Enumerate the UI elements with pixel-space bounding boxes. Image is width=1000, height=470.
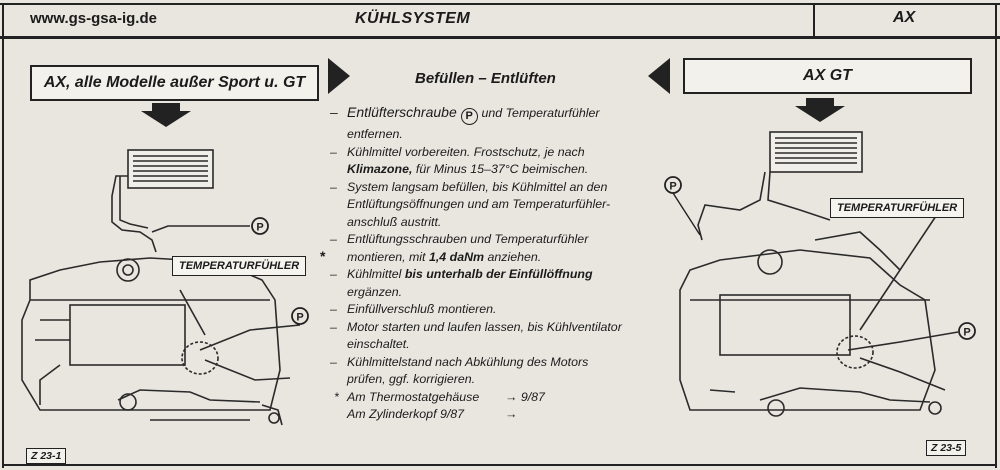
step-4: – Entlüftungsschrauben und Temperaturfühler montieren, mit 1,4 daNm anziehen. [330,232,589,264]
left-temperature-sensor-label: TEMPERATURFÜHLER [172,256,306,276]
right-down-arrow-icon [795,98,845,122]
left-p2-text: P [296,311,304,324]
right-p2-text: P [963,326,971,339]
page-title: KÜHLSYSTEM [355,10,471,27]
step-2: – Kühlmittel vorbereiten. Frostschutz, je nach Klimazone, für Minus 15–37°C beimischen. [330,144,589,177]
step-5: – Kühlmittel bis unterhalb der Einfüllöffnung ergänzen. [330,267,593,299]
model-code: AX [893,9,916,26]
step-6: – Einfüllverschluß montieren. [330,302,497,317]
step-1: – Entlüfterschraube P und Temperaturfühler entfernen. [330,104,600,142]
left-engine-drawing [22,150,300,425]
right-model-heading: AX GT [683,58,972,94]
p-symbol-icon: P [461,108,478,125]
instruction-list [330,104,675,423]
footnote: * Am Thermostatgehäuse → 9/87 Am Zylinderkopf 9/87 → [334,389,545,421]
right-engine-drawing [680,132,958,416]
step-3: – System langsam befüllen, bis Kühlmittel an den Entlüftungsöffnungen und am Temperaturfühler- anschluß austritt. [330,179,611,229]
left-model-heading: AX, alle Modelle außer Sport u. GT [30,65,319,101]
right-p-text: P [669,180,677,193]
section-title: Befüllen – Entlüften [415,70,556,87]
right-temperature-sensor-label: TEMPERATURFÜHLER [830,198,964,218]
left-down-arrow-icon [141,103,191,127]
step-8: – Kühlmittelstand nach Abkühlung des Motors prüfen, ggf. korrigieren. [330,354,589,387]
right-figure-number: Z 23-5 [926,440,966,456]
left-figure-number: Z 23-1 [26,448,66,464]
left-label-footnote-marker: * [320,248,326,264]
left-p-text: P [256,221,264,234]
site-url: www.gs-gsa-ig.de [30,10,157,27]
step-7: – Motor starten und laufen lassen, bis Kühlventilator einschaltet. [330,319,622,352]
